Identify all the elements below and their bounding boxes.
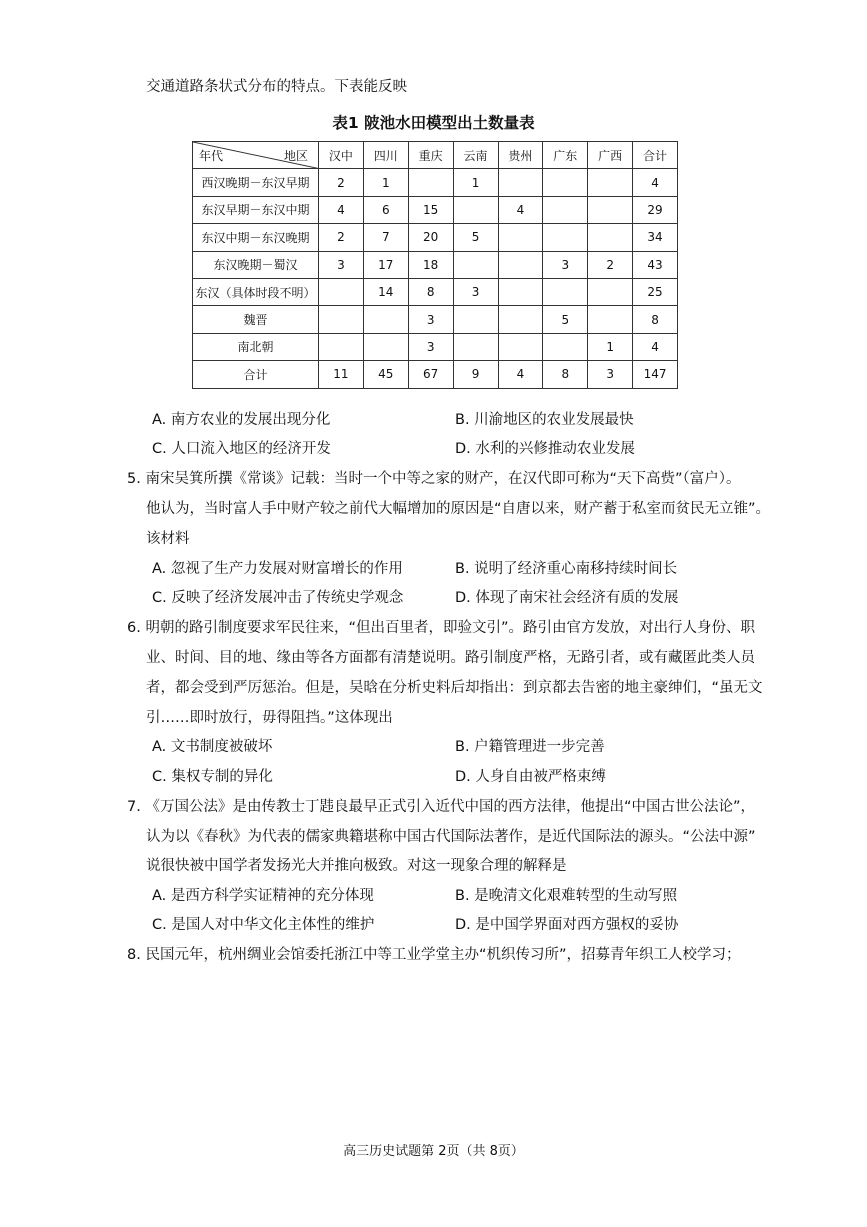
table-cell: 3 — [319, 251, 364, 278]
table-cell — [453, 196, 498, 223]
table-cell — [543, 224, 588, 251]
table-cell — [363, 333, 408, 360]
table-cell — [543, 333, 588, 360]
column-header: 合计 — [633, 142, 678, 169]
table-cell: 43 — [633, 251, 678, 278]
q7-option-c: C. 是国人对中华文化主体性的维护 — [152, 917, 375, 933]
q5-option-d: D. 体现了南宋社会经济有质的发展 — [455, 590, 679, 606]
header-region-label: 地区 — [283, 149, 308, 163]
q5-line-2: 他认为，当时富人手中财产较之前代大幅增加的原因是“自唐以来，财产蓄于私室而贫民无立锥”。 — [146, 501, 771, 517]
table-cell — [498, 333, 543, 360]
table-cell: 3 — [408, 333, 453, 360]
table-cell — [588, 224, 633, 251]
q6-option-b: B. 户籍管理进一步完善 — [455, 739, 605, 755]
table-cell — [498, 169, 543, 196]
table-cell: 147 — [633, 361, 678, 388]
table-row — [193, 278, 678, 305]
column-header: 云南 — [453, 142, 498, 169]
table-cell — [588, 169, 633, 196]
table-row — [193, 196, 678, 223]
table-cell: 2 — [319, 169, 364, 196]
q7-option-b: B. 是晚清文化艰难转型的生动写照 — [455, 888, 678, 904]
table-row — [193, 361, 678, 388]
column-header: 四川 — [363, 142, 408, 169]
table-cell: 3 — [588, 361, 633, 388]
q5-option-b: B. 说明了经济重心南移持续时间长 — [455, 561, 678, 577]
table-cell: 1 — [363, 169, 408, 196]
table-cell: 17 — [363, 251, 408, 278]
table-cell — [588, 306, 633, 333]
table-cell — [319, 306, 364, 333]
table-cell: 3 — [453, 278, 498, 305]
table-cell: 8 — [408, 278, 453, 305]
intro-line: 交通道路条状式分布的特点。下表能反映 — [146, 79, 407, 95]
q5-option-a: A. 忽视了生产力发展对财富增长的作用 — [152, 561, 403, 577]
table-cell — [543, 278, 588, 305]
table-cell: 3 — [408, 306, 453, 333]
table-cell: 4 — [498, 196, 543, 223]
q5-line-1: 5. 南宋吴箕所撰《常谈》记载：当时一个中等之家的财产，在汉代即可称为“天下高赀”（富户）。 — [127, 471, 741, 487]
table-cell — [363, 306, 408, 333]
table-cell: 8 — [633, 306, 678, 333]
table-cell — [453, 306, 498, 333]
table-cell — [498, 306, 543, 333]
table-cell: 29 — [633, 196, 678, 223]
table-cell — [588, 196, 633, 223]
table-cell — [453, 333, 498, 360]
table-cell: 4 — [633, 333, 678, 360]
table-cell: 18 — [408, 251, 453, 278]
q4-option-c: C. 人口流入地区的经济开发 — [152, 441, 331, 457]
table-cell: 4 — [319, 196, 364, 223]
table-cell — [319, 278, 364, 305]
table-cell — [588, 278, 633, 305]
column-header: 重庆 — [408, 142, 453, 169]
q6-line-2: 业、时间、目的地、缘由等各方面都有清楚说明。路引制度严格，无路引者，或有藏匿此类人员 — [146, 650, 755, 666]
table-cell: 45 — [363, 361, 408, 388]
table-cell: 11 — [319, 361, 364, 388]
q7-option-a: A. 是西方科学实证精神的充分体现 — [152, 888, 374, 904]
table-cell — [498, 251, 543, 278]
table-cell: 25 — [633, 278, 678, 305]
q5-option-c: C. 反映了经济发展冲击了传统史学观念 — [152, 590, 404, 606]
table-row — [193, 169, 678, 196]
row-era-label: 东汉中期－东汉晚期 — [193, 224, 319, 251]
q4-option-a: A. 南方农业的发展出现分化 — [152, 412, 331, 428]
row-era-label: 魏晋 — [193, 306, 319, 333]
q7-line-3: 说很快被中国学者发扬光大并推向极致。对这一现象合理的解释是 — [146, 858, 567, 874]
row-era-label: 东汉晚期－蜀汉 — [193, 251, 319, 278]
row-era-label: 合计 — [193, 361, 319, 388]
data-table — [192, 141, 678, 389]
table-cell: 34 — [633, 224, 678, 251]
table-cell: 4 — [633, 169, 678, 196]
table-cell: 1 — [588, 333, 633, 360]
column-header: 广东 — [543, 142, 588, 169]
column-header: 广西 — [588, 142, 633, 169]
table-cell: 9 — [453, 361, 498, 388]
q6-line-4: 引……即时放行，毋得阻挡。”这体现出 — [146, 710, 393, 726]
table-cell — [498, 224, 543, 251]
table-cell: 67 — [408, 361, 453, 388]
q6-option-d: D. 人身自由被严格束缚 — [455, 769, 606, 785]
table-row — [193, 251, 678, 278]
q4-option-b: B. 川渝地区的农业发展最快 — [455, 412, 634, 428]
table-cell: 15 — [408, 196, 453, 223]
q4-option-d: D. 水利的兴修推动农业发展 — [455, 441, 635, 457]
page-footer: 高三历史试题第 2页（共 8页） — [343, 1144, 524, 1159]
table-cell — [453, 251, 498, 278]
table-cell: 6 — [363, 196, 408, 223]
header-era-label: 年代 — [199, 149, 224, 163]
table-cell: 14 — [363, 278, 408, 305]
q6-line-3: 者，都会受到严厉惩治。但是，吴晗在分析史料后却指出：到京都去告密的地主豪绅们，“虽无文 — [146, 680, 763, 696]
table-cell: 2 — [319, 224, 364, 251]
table-row — [193, 224, 678, 251]
column-header: 汉中 — [319, 142, 364, 169]
q7-line-1: 7. 《万国公法》是由传教士丁韪良最早正式引入近代中国的西方法律，他提出“中国古世公法论”， — [127, 799, 755, 815]
table-row — [193, 333, 678, 360]
table-cell: 4 — [498, 361, 543, 388]
table-cell: 8 — [543, 361, 588, 388]
table-cell: 2 — [588, 251, 633, 278]
table-cell: 7 — [363, 224, 408, 251]
table-cell — [408, 169, 453, 196]
q6-option-a: A. 文书制度被破坏 — [152, 739, 273, 755]
table-cell — [319, 333, 364, 360]
table-cell: 1 — [453, 169, 498, 196]
header-diagonal-cell — [193, 142, 319, 169]
row-era-label: 东汉早期－东汉中期 — [193, 196, 319, 223]
q6-line-1: 6. 明朝的路引制度要求军民往来，“但出百里者，即验文引”。路引由官方发放，对出行人身份、职 — [127, 620, 755, 636]
table-title: 表1 陂池水田模型出土数量表 — [332, 114, 535, 132]
row-era-label: 南北朝 — [193, 333, 319, 360]
table-cell: 3 — [543, 251, 588, 278]
q7-option-d: D. 是中国学界面对西方强权的妥协 — [455, 917, 679, 933]
q8-line-1: 8. 民国元年，杭州绸业会馆委托浙江中等工业学堂主办“机织传习所”，招募青年织工人校学习； — [127, 947, 741, 963]
table-header-row — [193, 142, 678, 169]
table-cell: 5 — [543, 306, 588, 333]
table-cell — [498, 278, 543, 305]
q7-line-2: 认为以《春秋》为代表的儒家典籍堪称中国古代国际法著作，是近代国际法的源头。“公法中源” — [146, 829, 756, 845]
q5-line-3: 该材料 — [146, 531, 190, 547]
table-cell: 5 — [453, 224, 498, 251]
table-row — [193, 306, 678, 333]
column-header: 贵州 — [498, 142, 543, 169]
table-cell — [543, 196, 588, 223]
row-era-label: 西汉晚期－东汉早期 — [193, 169, 319, 196]
row-era-label: 东汉（具体时段不明） — [193, 278, 319, 305]
table-cell: 20 — [408, 224, 453, 251]
table-cell — [543, 169, 588, 196]
q6-option-c: C. 集权专制的异化 — [152, 769, 273, 785]
